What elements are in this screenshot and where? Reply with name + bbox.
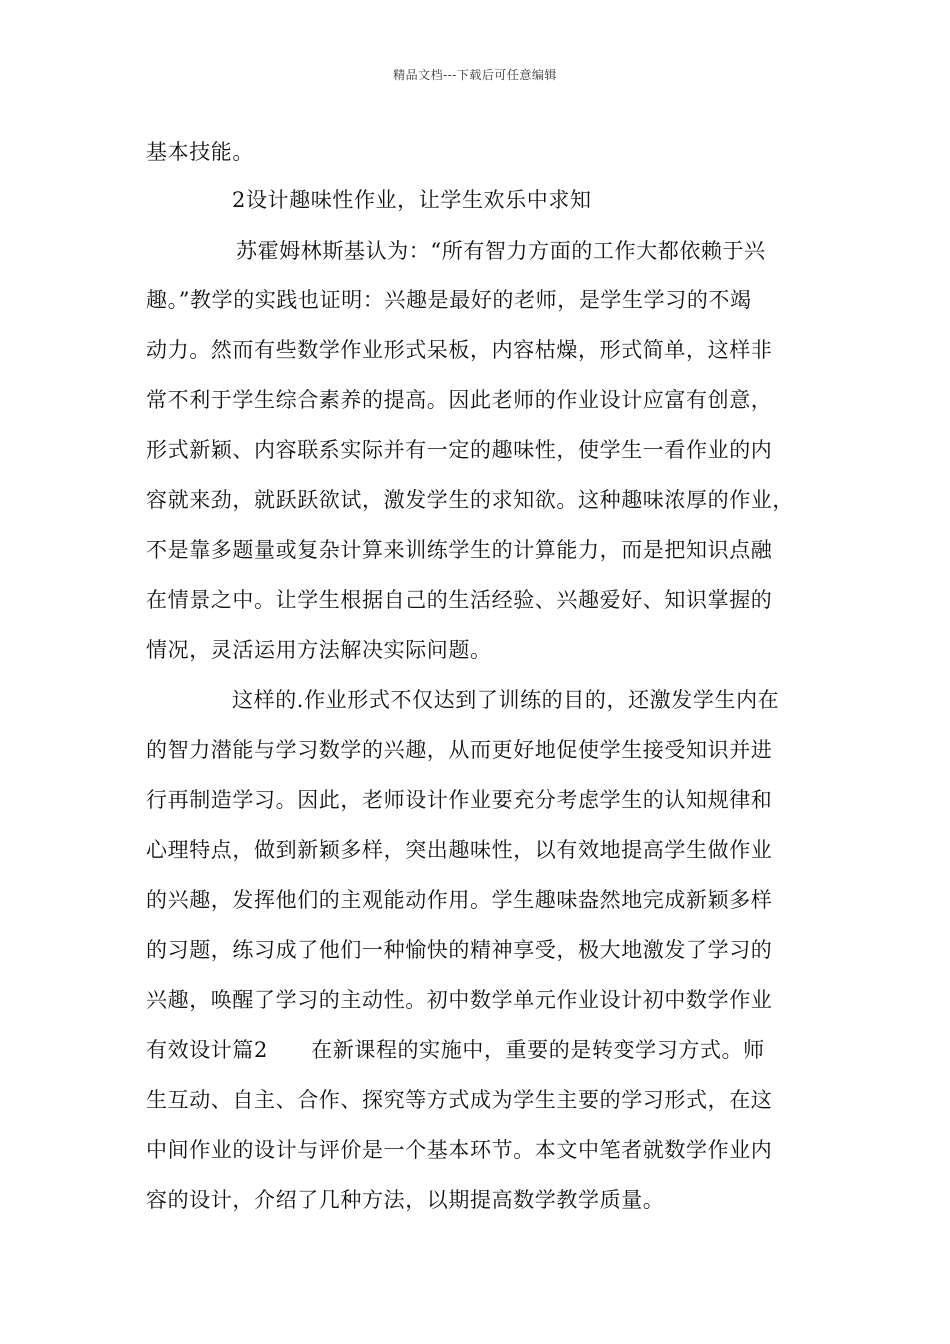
text-line: 常不利于学生综合素养的提高。因此老师的作业设计应富有创意，: [146, 388, 773, 412]
text-line: 形式新颖、内容联系实际并有一定的趣味性，使学生一看作业的内: [146, 438, 773, 462]
text-line: 趣。”教学的实践也证明：兴趣是最好的老师，是学生学习的不竭: [146, 288, 752, 312]
text-line: 行再制造学习。因此，老师设计作业要充分考虑学生的认知规律和: [146, 788, 773, 812]
text-line: 生互动、自主、合作、探究等方式成为学生主要的学习形式，在这: [146, 1088, 773, 1112]
text-line: 兴趣，唤醒了学习的主动性。初中数学单元作业设计初中数学作业: [146, 988, 773, 1012]
text-line: 动力。然而有些数学作业形式呆板，内容枯燥，形式简单，这样非: [146, 338, 773, 362]
text-line: 这样的.作业形式不仅达到了训练的目的，还激发学生内在: [232, 688, 780, 712]
text-line: 的兴趣，发挥他们的主观能动作用。学生趣味盎然地完成新颖多样: [146, 888, 773, 912]
text-line: 在情景之中。让学生根据自己的生活经验、兴趣爱好、知识掌握的: [146, 588, 773, 612]
text-line: 基本技能。: [146, 140, 254, 164]
page-header: 精品文档---下载后可任意编辑: [393, 68, 557, 82]
text-line: 的习题，练习成了他们一种愉快的精神享受，极大地激发了学习的: [146, 938, 773, 962]
text-line: 容就来劲，就跃跃欲试，激发学生的求知欲。这种趣味浓厚的作业，: [146, 488, 794, 512]
section-heading: 2设计趣味性作业，让学生欢乐中求知: [232, 188, 592, 212]
text-line: 容的设计，介绍了几种方法，以期提高数学教学质量。: [146, 1188, 665, 1212]
text-line: 不是靠多题量或复杂计算来训练学生的计算能力，而是把知识点融: [146, 538, 773, 562]
text-line: 情况，灵活运用方法解决实际问题。: [146, 638, 492, 662]
text-line: 中间作业的设计与评价是一个基本环节。本文中笔者就数学作业内: [146, 1138, 773, 1162]
text-line: 心理特点，做到新颖多样，突出趣味性，以有效地提高学生做作业: [146, 838, 773, 862]
text-line: 的智力潜能与学习数学的兴趣，从而更好地促使学生接受知识并进: [146, 738, 773, 762]
text-line: 苏霍姆林斯基认为：“所有智力方面的工作大都依赖于兴: [236, 239, 766, 263]
text-line: 有效设计篇2 在新课程的实施中，重要的是转变学习方式。师: [146, 1038, 765, 1062]
